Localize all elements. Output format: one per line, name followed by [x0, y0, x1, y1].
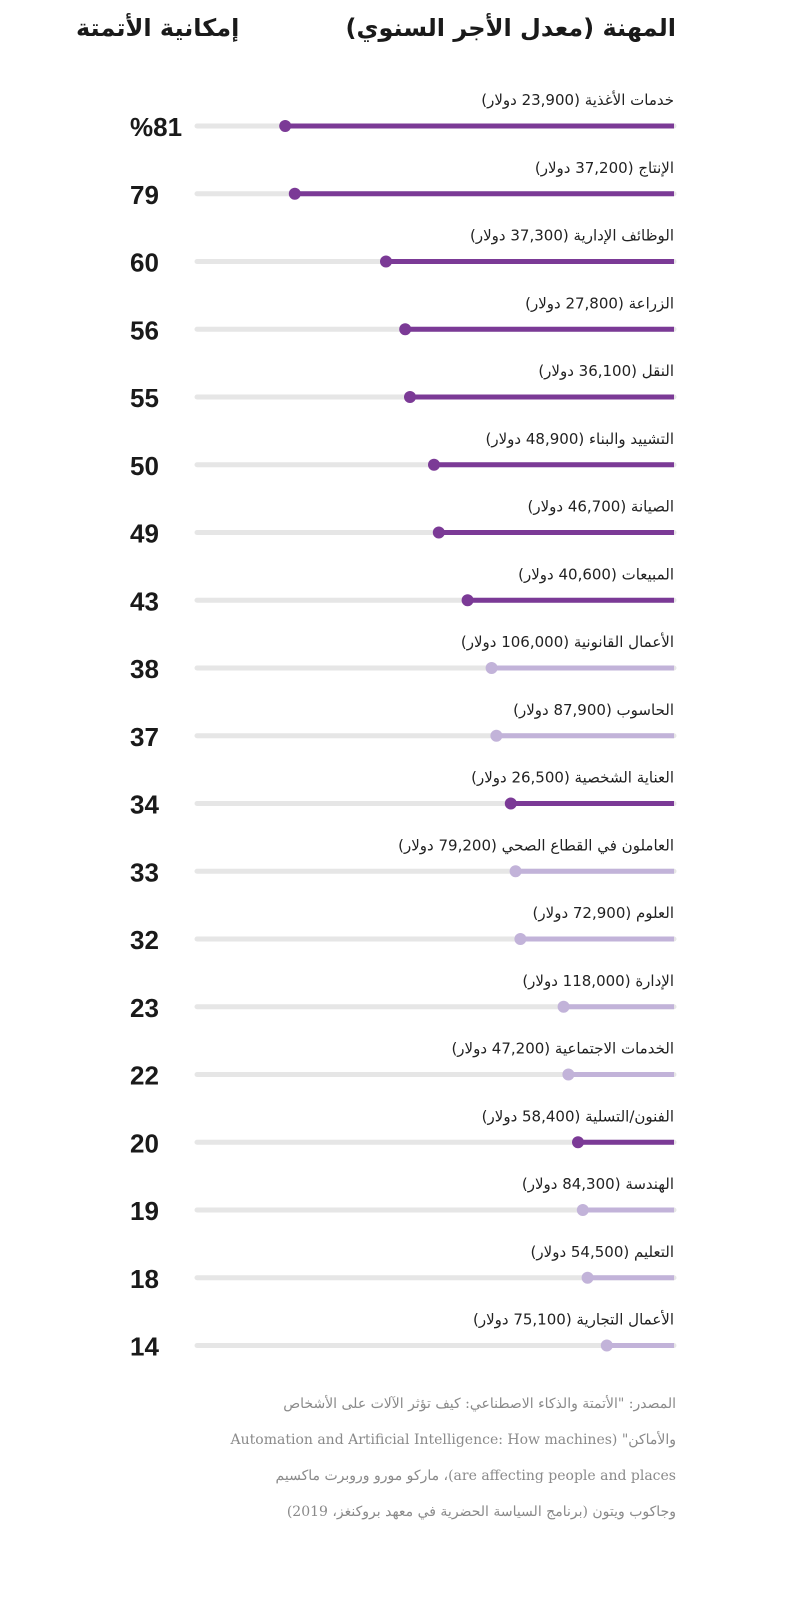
category-label: الإنتاج (37,200 دولار): [534, 158, 674, 177]
category-label: الوظائف الإدارية (37,300 دولار): [470, 226, 674, 245]
category-label: النقل (36,100 دولار): [538, 362, 674, 380]
category-label: الأعمال القانونية (106,000 دولار): [460, 633, 674, 651]
value-label: 18: [130, 1263, 159, 1294]
value-label: 32: [130, 925, 159, 955]
value-dot: [428, 459, 440, 471]
category-label: الحاسوب (87,900 دولار): [513, 700, 674, 719]
category-label: المبيعات (40,600 دولار): [518, 565, 674, 584]
source-line-1: المصدر: "الأتمتة والذكاء الاصطناعي: كيف تؤثر الآلات على الأشخاص: [283, 1396, 676, 1412]
source-line-4: وجاكوب ويتون (برنامج السياسة الحضرية في معهد بروكنغز، 2019): [286, 1504, 676, 1520]
value-dot: [558, 1001, 570, 1013]
source-line-3: are affecting people and places)، ماركو مورو وروبرت ماكسيم: [275, 1468, 676, 1484]
value-dot: [510, 865, 522, 877]
value-dot: [399, 323, 411, 335]
value-dot: [572, 1136, 584, 1148]
category-label: خدمات الأغذية (23,900 دولار): [481, 91, 674, 109]
category-label: العاملون في القطاع الصحي (79,200 دولار): [398, 836, 674, 855]
value-dot: [279, 120, 291, 132]
occupation-header: المهنة (معدل الأجر السنوي): [345, 14, 676, 42]
category-label: الزراعة (27,800 دولار): [525, 294, 674, 313]
value-dot: [582, 1272, 594, 1284]
category-label: التعليم (54,500 دولار): [530, 1242, 674, 1261]
value-label: 33: [130, 857, 159, 888]
value-dot: [490, 730, 502, 742]
value-label: 79: [130, 179, 159, 210]
value-label: 60: [130, 247, 159, 278]
category-label: العلوم (72,900 دولار): [532, 904, 674, 922]
value-dot: [289, 188, 301, 200]
value-dot: [514, 933, 526, 945]
value-label: 23: [130, 992, 159, 1023]
value-dot: [433, 527, 445, 539]
value-label: 37: [130, 721, 159, 752]
value-dot: [562, 1069, 574, 1081]
value-dot: [601, 1340, 613, 1352]
value-label: 56: [130, 315, 159, 346]
value-label: 19: [130, 1196, 159, 1226]
value-dot: [404, 391, 416, 403]
value-label: 22: [130, 1060, 159, 1091]
value-label: 34: [130, 789, 159, 820]
value-label: 49: [130, 518, 159, 549]
category-label: العناية الشخصية (26,500 دولار): [471, 768, 674, 787]
category-label: الأعمال التجارية (75,100 دولار): [472, 1310, 674, 1329]
value-label: %81: [130, 112, 183, 142]
category-label: الخدمات الاجتماعية (47,200 دولار): [451, 1039, 674, 1058]
value-dot: [462, 594, 474, 606]
value-label: 14: [130, 1331, 159, 1362]
value-label: 20: [130, 1128, 159, 1159]
value-label: 55: [130, 383, 159, 413]
category-label: الهندسة (84,300 دولار): [521, 1175, 674, 1193]
value-label: 38: [130, 654, 159, 684]
value-dot: [577, 1204, 589, 1216]
automation-header: إمكانية الأتمتة: [76, 14, 240, 42]
value-dot: [486, 662, 498, 674]
category-label: الصيانة (46,700 دولار): [527, 497, 674, 516]
value-dot: [505, 798, 517, 810]
value-label: 50: [130, 450, 159, 481]
category-label: الإدارة (118,000 دولار): [522, 971, 674, 990]
value-dot: [380, 256, 392, 268]
category-label: الفنون/التسلية (58,400 دولار): [481, 1107, 674, 1126]
value-label: 43: [130, 586, 159, 617]
category-label: التشييد والبناء (48,900 دولار): [485, 429, 674, 448]
source-line-2: والأماكن" (Automation and Artificial Intelligence: How machines: [230, 1432, 676, 1448]
